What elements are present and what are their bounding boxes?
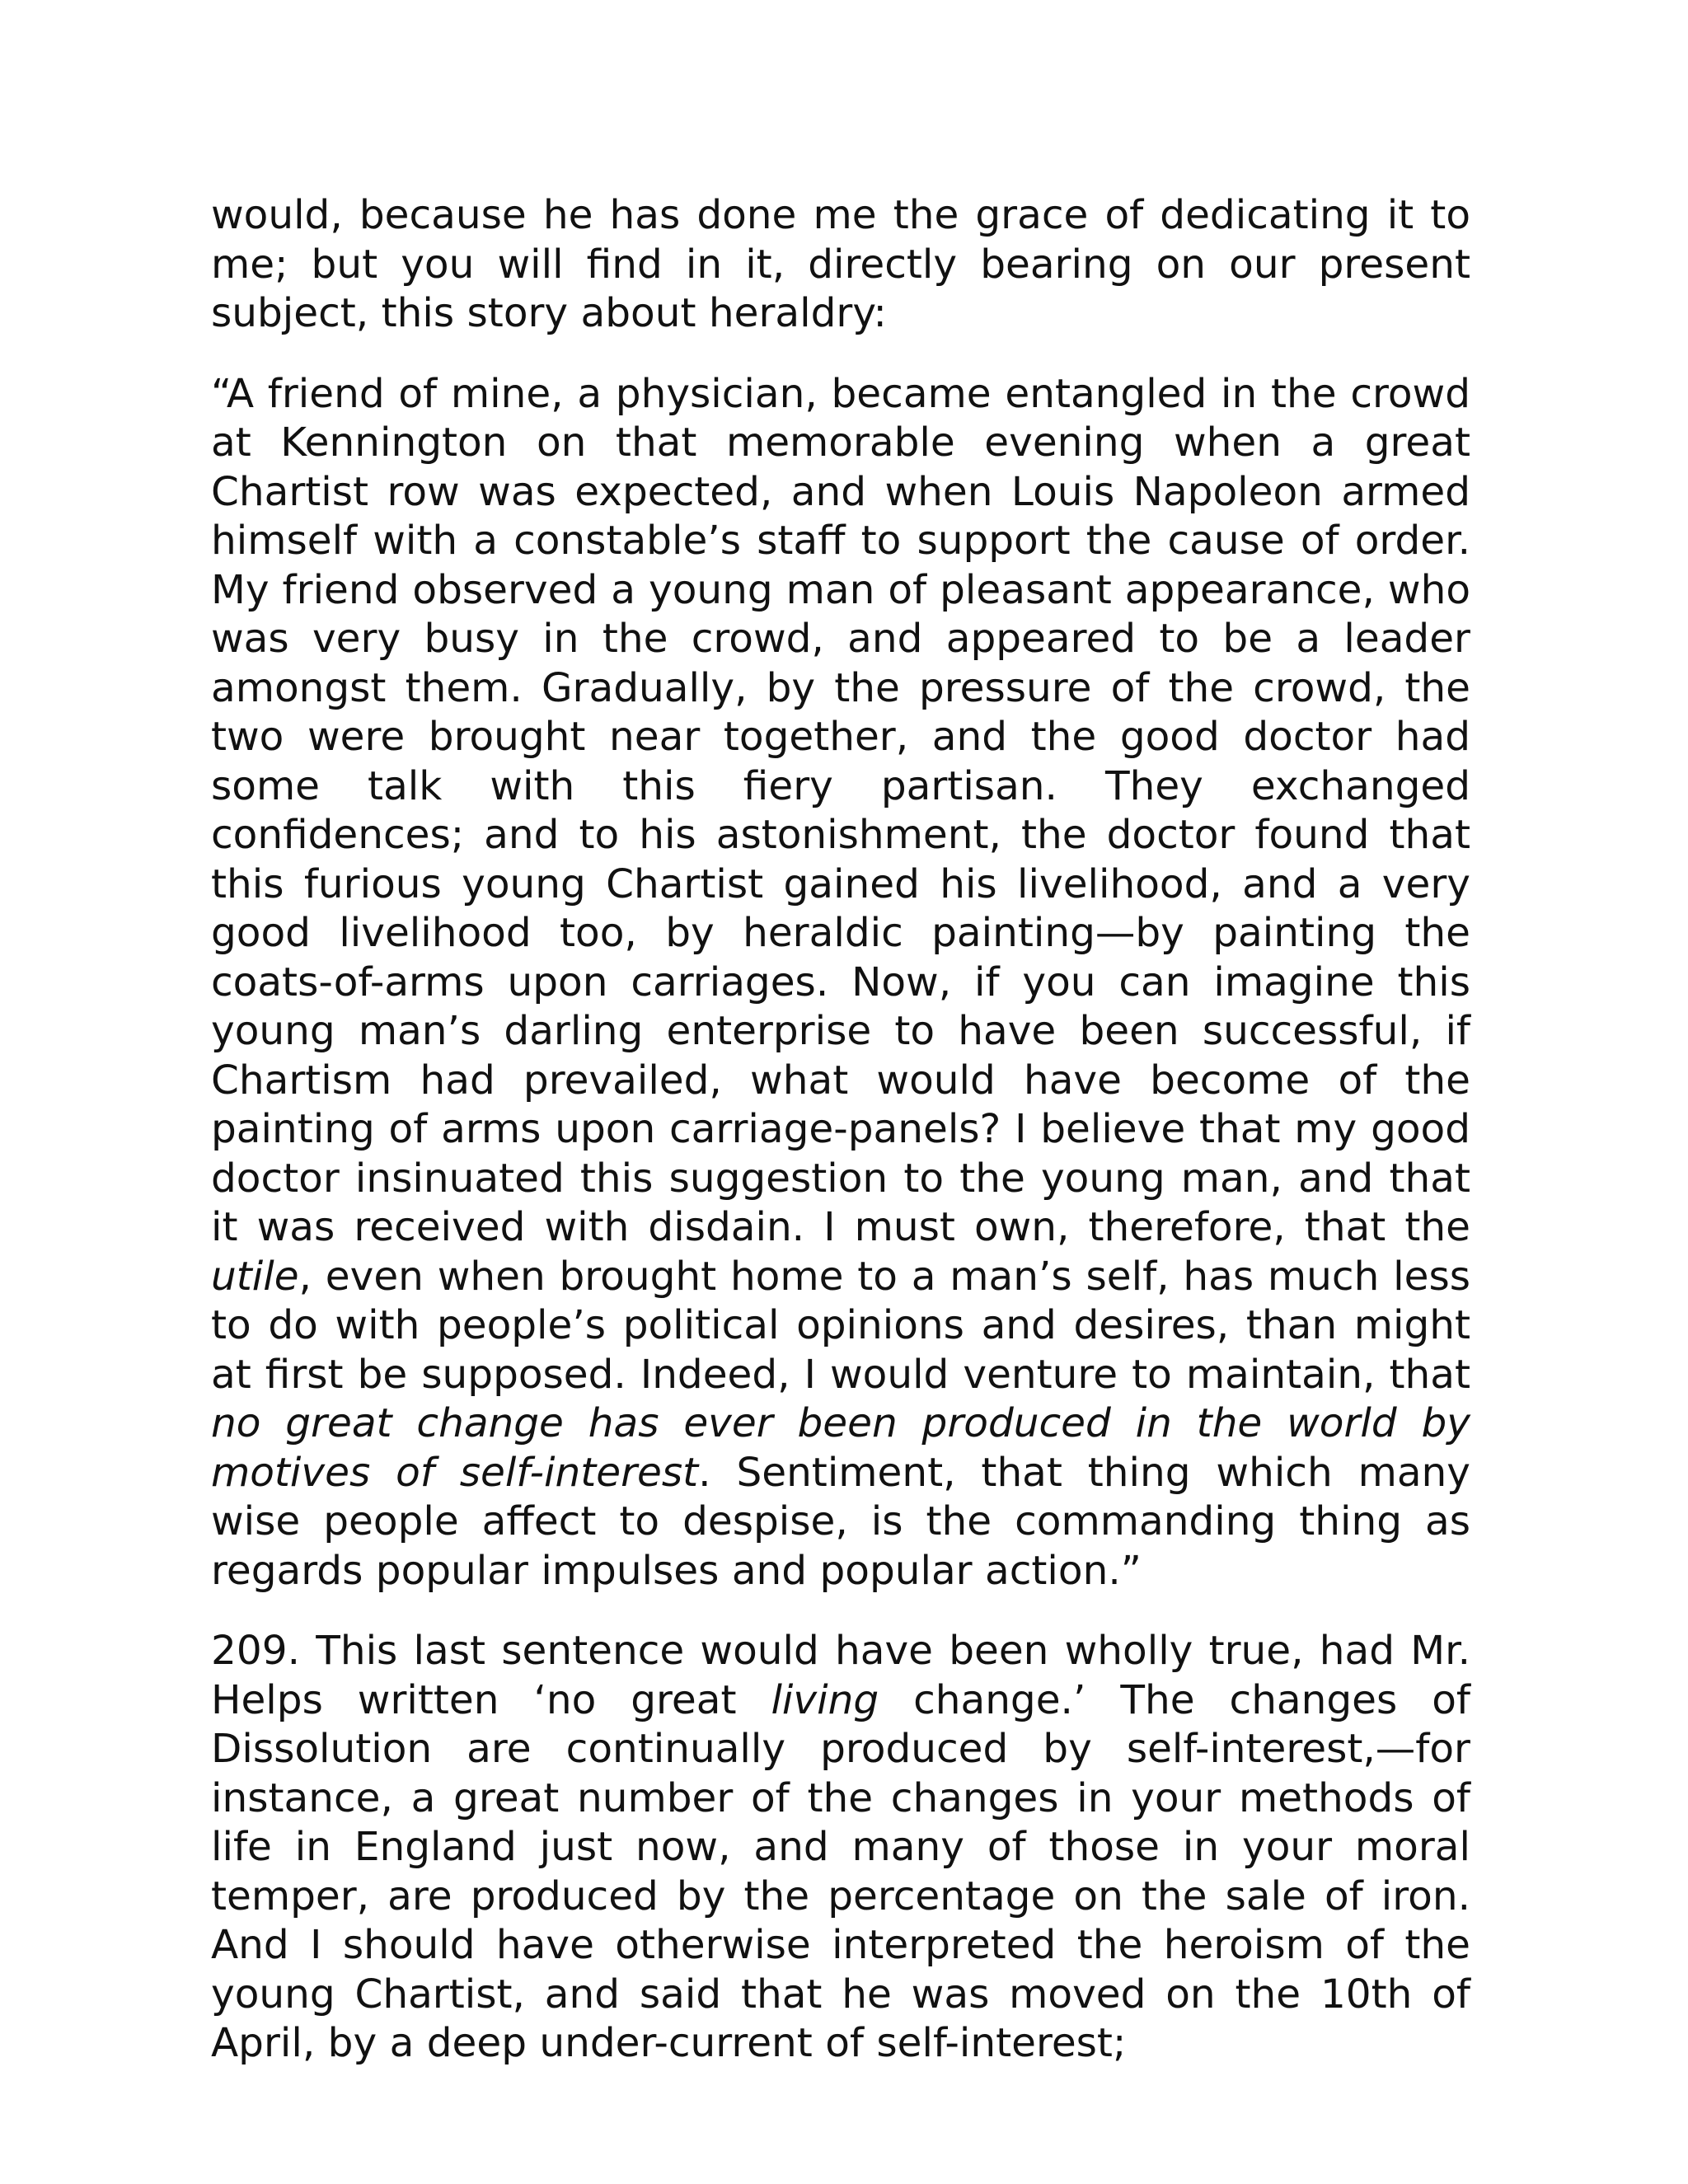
paragraph-209 [211,1627,1470,2069]
text-segment: change.’ The changes of Dissolution are continually produced by self-interest,—for instance, a great number of the changes in your methods of life in England just now, and many of those in your moral temper, are produced by the percentage on the sale of iron. And I should have otherwise interpreted the heroism of the young Chartist, and said that he was moved on the 10th of April, by a deep under-current of self-interest; [211,1676,1470,2066]
italic-segment: utile [211,1253,299,1300]
text-segment: . Sentiment, that thing which many wise people affect to despise, is the commanding thing as regards popular impulses and popular action.” [211,1449,1470,1594]
italic-segment: living [771,1676,879,1723]
document-page [211,191,1470,2069]
text-segment: 209. This last sentence would have been wholly true, had Mr. Helps written ‘no great [211,1628,1470,1723]
text-segment: , even when brought home to a man’s self, has much less to do with people’s political opinions and desires, than might at first be supposed. Indeed, I would venture to maintain, that [211,1253,1470,1398]
text-segment: “A friend of mine, a physician, became entangled in the crowd at Kennington on that memorable evening when a great Chartist row was expected, and when Louis Napoleon armed himself with a constable’s staff to support the cause of order. My friend observed a young man of pleasant appearance, who was very busy in the crowd, and appeared to be a leader amongst them. Gradually, by the pressure of the crowd, the two were brought near together, and the good doctor had some talk with this fiery partisan. They exchanged confidences; and to his astonishment, the doctor found that this furious young Chartist gained his livelihood, and a very good livelihood too, by heraldic painting—by painting the coats-of-arms upon carriages. Now, if you can imagine this young man’s darling enterprise to have been successful, if Chartism had prevailed, what would have become of the painting of arms upon carriage-panels? I believe that my good doctor insinuated this suggestion to the young man, and that it was received with disdain. I must own, therefore, that the [211,370,1470,1250]
paragraph-quotation [211,370,1470,1596]
text-segment: would, because he has done me the grace of dedicating it to me; but you will find in it, directly bearing on our present subject, this story about heraldry: [211,192,1470,336]
italic-segment: no great change has ever been produced in the world by motives of self-interest [211,1400,1470,1496]
paragraph-dedication [211,191,1470,339]
